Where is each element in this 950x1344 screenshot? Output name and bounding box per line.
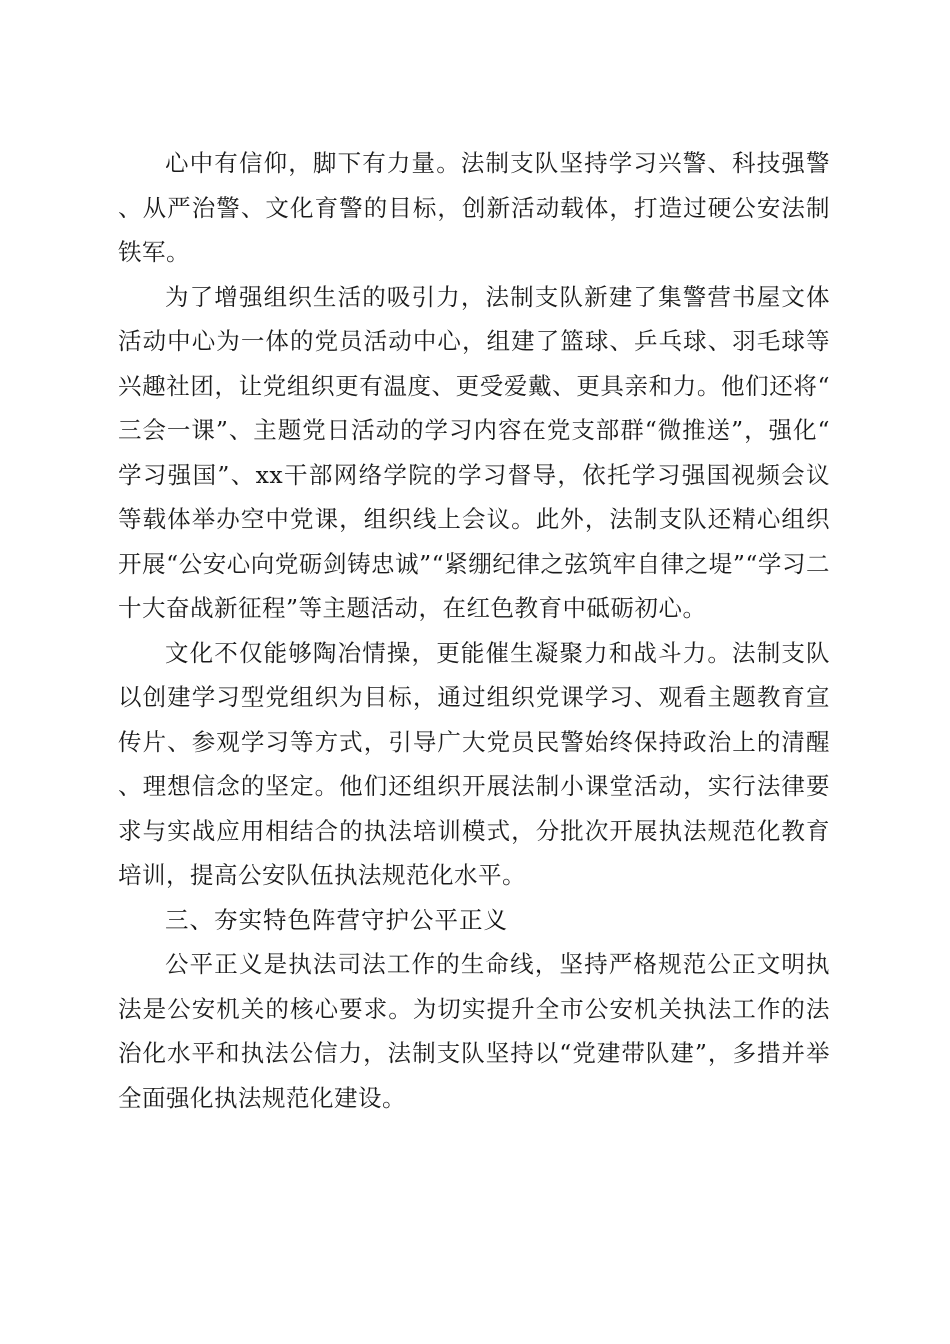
paragraph-justice: 公平正义是执法司法工作的生命线，坚持严格规范公正文明执法是公安机关的核心要求。为切实提升全市公安机关执法工作的法治化水平和执法公信力，法制支队坚持以“党建带队建”，多措并举全面强化执法规范化建设。 (118, 950, 830, 1112)
document-body (118, 141, 830, 1120)
paragraph-faith: 心中有信仰，脚下有力量。法制支队坚持学习兴警、科技强警、从严治警、文化育警的目标，创新活动载体，打造过硬公安法制铁军。 (118, 149, 830, 266)
paragraph-culture: 文化不仅能够陶冶情操，更能催生凝聚力和战斗力。法制支队以创建学习型党组织为目标，通过组织党课学习、观看主题教育宣传片、参观学习等方式，引导广大党员民警始终保持政治上的清醒、理想信念的坚定。他们还组织开展法制小课堂活动，实行法律要求与实战应用相结合的执法培训模式，分批次开展执法规范化教育培训，提高公安队伍执法规范化水平。 (118, 638, 830, 889)
section-heading: 三、夯实特色阵营守护公平正义 (165, 905, 508, 934)
paragraph-organization-life: 为了增强组织生活的吸引力，法制支队新建了集警营书屋文体活动中心为一体的党员活动中心，组建了篮球、乒乓球、羽毛球等兴趣社团，让党组织更有温度、更受爱戴、更具亲和力。他们还将“三会一课”、主题党日活动的学习内容在党支部群“微推送”，强化“学习强国”、xx干部网络学院的学习督导，依托学习强国视频会议等载体举办空中党课，组织线上会议。此外，法制支队还精心组织开展“公安心向党砺剑铸忠诚”“紧绷纪律之弦筑牢自律之堤”“学习二十大奋战新征程”等主题活动，在红色教育中砥砺初心。 (118, 282, 830, 622)
